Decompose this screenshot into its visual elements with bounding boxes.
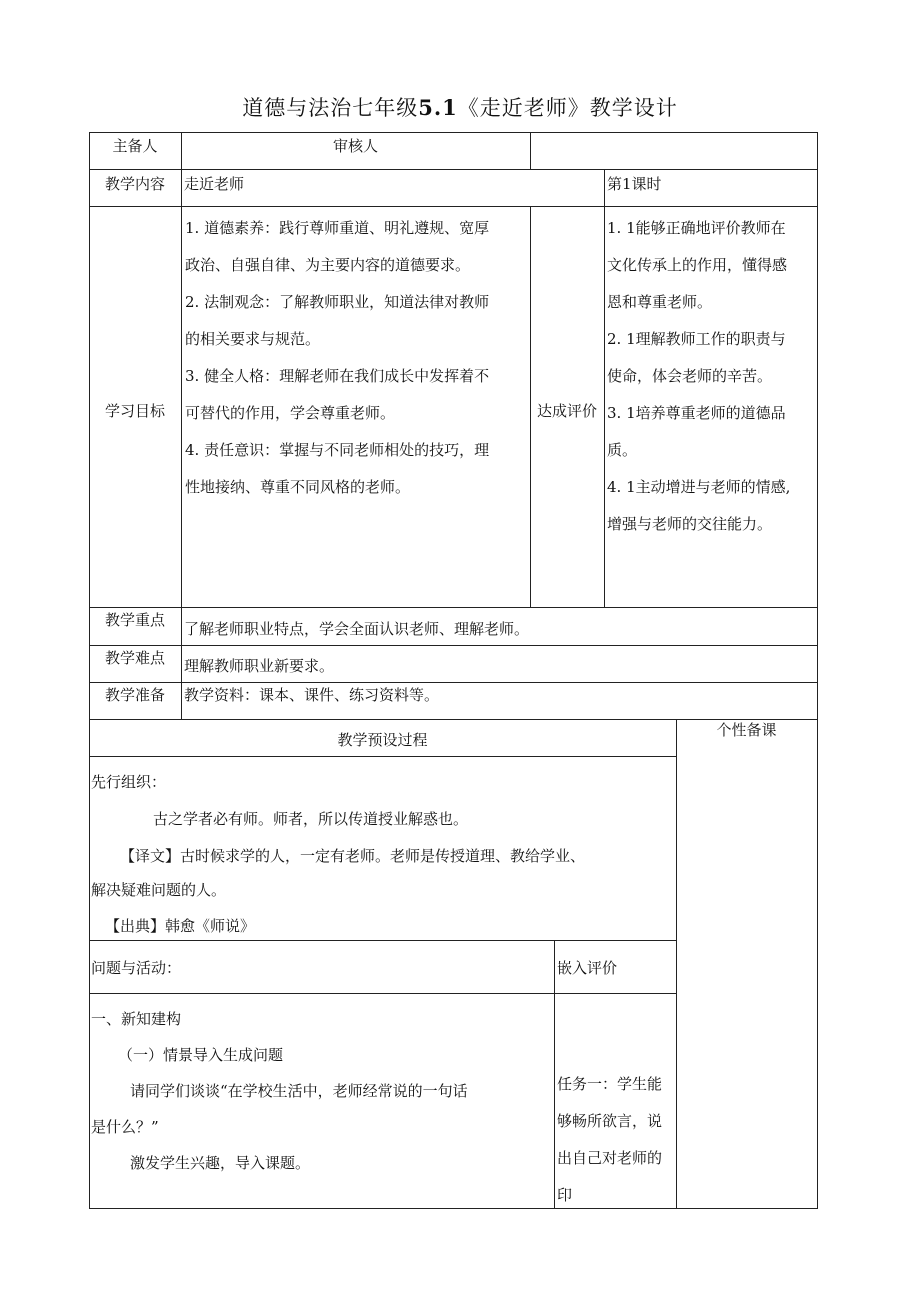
reviewer-label: 审核人 (332, 137, 378, 155)
preparation-value: 教学资料：课本、课件、练习资料等。 (184, 686, 440, 704)
embedded-eval-label: 嵌入评价 (557, 959, 618, 977)
evaluation-line: 使命，体会老师的辛苦。 (607, 367, 773, 385)
task-line: 任务一：学生能 (557, 1075, 663, 1093)
rule-row9 (89, 993, 676, 994)
rule-col-label (181, 132, 182, 719)
goal-line: 的相关要求与规范。 (185, 330, 321, 348)
evaluation-line: 1. 1能够正确地评价教师在 (607, 219, 786, 237)
task-line: 印 (557, 1186, 573, 1204)
evaluation-label: 达成评价 (536, 402, 597, 420)
preparer-label: 主备人 (112, 137, 158, 155)
content-value: 走近老师 (184, 175, 245, 193)
prompt-line: 是什么？” (91, 1118, 159, 1136)
qa-label: 问题与活动： (91, 959, 182, 977)
task-evaluation (557, 1066, 675, 1214)
prompt-line: 请同学们谈谈“在学校生活中，老师经常说的一句话 (130, 1082, 468, 1100)
rule-row3 (89, 607, 818, 608)
evaluation-line: 2. 1理解教师工作的职责与 (607, 330, 786, 348)
goal-line: 政治、自强自律、为主要内容的道德要求。 (185, 256, 471, 274)
difficulty-value: 理解教师职业新要求。 (184, 657, 335, 675)
rule-col-review (530, 132, 531, 169)
evaluation-line: 文化传承上的作用，懂得感 (607, 256, 788, 274)
task-line: 出自己对老师的 (557, 1149, 663, 1167)
subsection-heading: （一）情景导入生成问题 (118, 1046, 284, 1064)
rule-right (817, 132, 818, 1209)
goal-line: 可替代的作用，学会尊重老师。 (185, 404, 396, 422)
section-heading: 一、新知建构 (91, 1010, 182, 1028)
evaluation-line: 3. 1培养尊重老师的道德品 (607, 404, 786, 422)
goal-line: 2. 法制观念：了解教师职业，知道法律对教师 (185, 293, 490, 311)
evaluation-list (607, 210, 817, 543)
rule-row2 (89, 206, 818, 207)
key-points-value: 了解老师职业特点，学会全面认识老师、理解老师。 (184, 620, 530, 638)
personal-prep-label: 个性备课 (716, 721, 777, 739)
process-header: 教学预设过程 (337, 731, 428, 749)
goals-list (185, 210, 530, 506)
evaluation-line: 增强与老师的交往能力。 (607, 515, 773, 533)
goal-line: 性地接纳、尊重不同风格的老师。 (185, 478, 411, 496)
task-line: 够畅所欲言，说 (557, 1112, 663, 1130)
advance-organizer-label: 先行组织： (91, 773, 167, 791)
page-title: 道德与法治七年级5.1《走近老师》教学设计 (242, 95, 678, 120)
quote-text: 古之学者必有师。师者，所以传道授业解惑也。 (153, 810, 469, 828)
rule-col-embed (554, 940, 555, 1209)
goals-label: 学习目标 (104, 402, 165, 420)
evaluation-line: 4. 1主动增进与老师的情感, (607, 478, 791, 496)
translation-line: 【译文】古时候求学的人，一定有老师。老师是传授道理、教给学业、 (120, 847, 586, 865)
content-label: 教学内容 (104, 175, 165, 193)
evaluation-line: 质。 (607, 441, 638, 459)
rule-bottom (89, 1208, 818, 1209)
source-text: 【出典】韩愈《师说》 (105, 917, 256, 935)
rule-col-period (604, 169, 605, 607)
translation-line: 解决疑难问题的人。 (91, 881, 227, 899)
preparation-label: 教学准备 (104, 686, 165, 704)
key-points-label: 教学重点 (104, 611, 165, 629)
rule-col-personal (676, 719, 677, 1209)
period-value: 第1课时 (607, 175, 662, 193)
difficulty-label: 教学难点 (104, 649, 165, 667)
goal-line: 4. 责任意识：掌握与不同老师相处的技巧，理 (185, 441, 490, 459)
goal-line: 3. 健全人格：理解老师在我们成长中发挥着不 (185, 367, 490, 385)
goal-line: 1. 道德素养：践行尊师重道、明礼遵规、宽厚 (185, 219, 490, 237)
motivate-text: 激发学生兴趣，导入课题。 (130, 1154, 311, 1172)
evaluation-line: 恩和尊重老师。 (607, 293, 713, 311)
